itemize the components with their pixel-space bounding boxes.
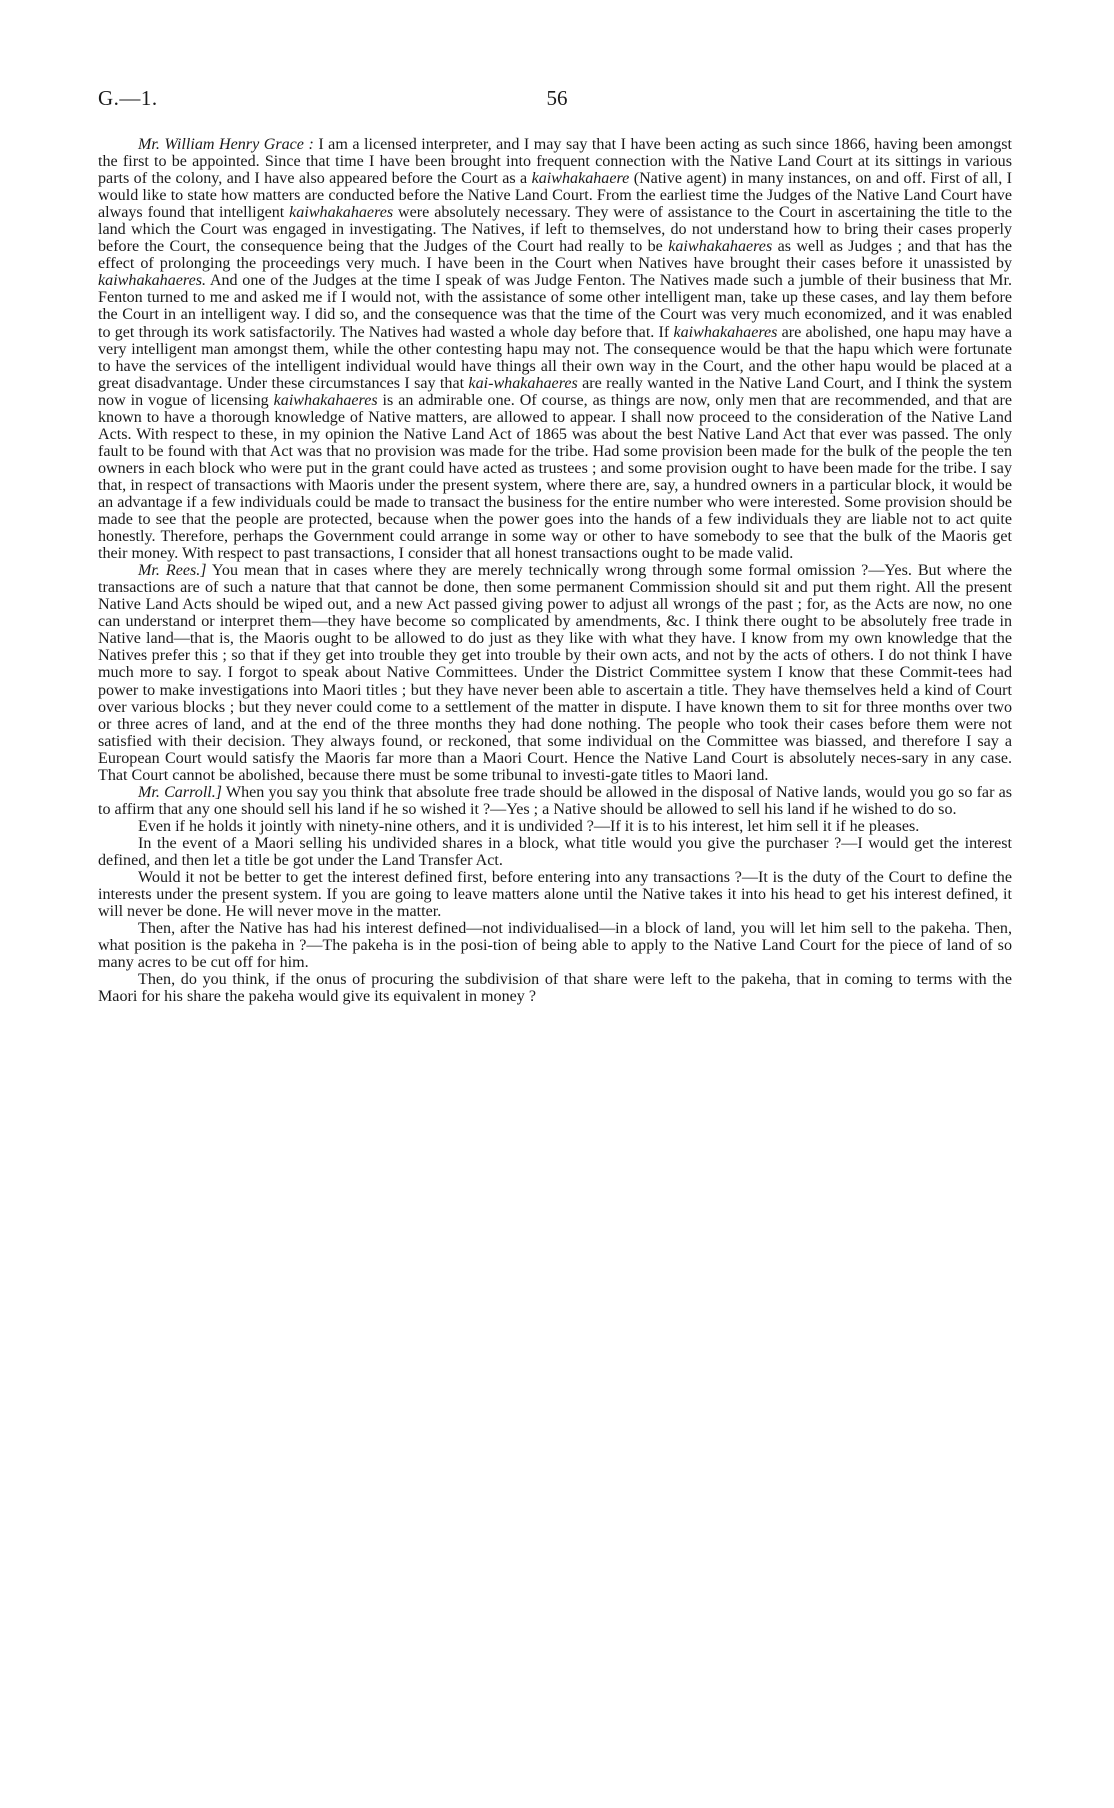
text-run: I am a licensed interpreter, and I may say that I have been acting as such since 1866, having been amongst the first to be appointed. Since that time I have been brought into frequent connection with the Native Land Court at its sittings in various parts of the colony, and I have also appeared before the Court as a	[98, 136, 1012, 188]
page-number: 56	[546, 86, 568, 110]
paragraph	[98, 784, 1012, 818]
paragraph	[98, 136, 1012, 562]
text-run: Would it not be better to get the interest defined first, before entering into any transactions ?—It is the duty of the Court to define the interests under the present system. If you are going to leave matters alone until the Native takes it into his head to get his interest defined, it will never be done. He will never move in the matter.	[98, 869, 1012, 921]
italic-term: kai-whakahaeres	[468, 374, 578, 392]
text-run: You mean that in cases where they are merely technically wrong through some formal omission ?—Yes. But where the transactions are of such a nature that that cannot be done, then some permanent Commission should sit and put them right. All the present Native Land Acts should be wiped out, and a new Act passed giving power to adjust all wrongs of the past ; for, as the Acts are now, no one can understand or interpret them—they have become so complicated by amendments, &c. I think there ought to be absolutely free trade in Native land—that is, the Maoris ought to be allowed to do just as they like with what they have. I know from my own knowledge that the Natives prefer this ; so that if they get into trouble they get into trouble by their own acts, and not by the acts of others. I do not think I have much more to say. I forgot to speak about Native Committees. Under the District Committee system I know that these Commit-tees had power to make investigations into Maori titles ; but they have never been able to ascertain a title. They have themselves held a kind of Court over various blocks ; but they never could come to a settlement of the matter in dispute. I have known them to sit for three months over two or three acres of land, and at the end of the three months they had done nothing. The people who took their cases before them were not satisfied with their decision. They always found, or reckoned, that some individual on the Committee was biassed, and therefore I say a European Court would satisfy the Maoris far more than a Maori Court. Hence the Native Land Court is absolutely neces-sary in any case. That Court cannot be abolished, because there must be some tribunal to investi-gate titles to Maori land.	[98, 562, 1012, 784]
paragraph	[98, 920, 1012, 971]
italic-term: kaiwhakahaeres	[273, 391, 378, 409]
text-run: are abolished, one hapu may have a very intelligent man amongst them, while the other contesting hapu may not. The consequence would be that the hapu which were fortunate to have the services of the intelligent individual would have things all their own way in the Court, and the other hapu would be placed at a great disadvantage. Under these circumstances I say that	[98, 323, 1013, 392]
text-run: are really wanted in the Native Land Court, and I think the system now in vogue of licensing	[98, 374, 1013, 409]
text-run: And one of the Judges at the time I speak of was Judge Fenton. The Natives made such a jumble of their business that Mr. Fenton turned to me and asked me if I would not, with the assistance of some other intelligent man, take up these cases, and lay them before the Court in an intelligent way. I did so, and the consequence was that the time of the Court was very much economized, and it was enabled to get through its work satisfactorily. The Natives had wasted a whole day before that. If	[98, 272, 1012, 341]
text-run: When you say you think that absolute free trade should be allowed in the disposal of Native lands, would you go so far as to affirm that any one should sell his land if he so wished it ?—Yes ; a Native should be allowed to sell his land if he wished to do so.	[98, 783, 1012, 818]
italic-term: kaiwhakahaeres	[673, 323, 778, 341]
page-header	[98, 86, 1016, 116]
paragraph	[98, 869, 1012, 920]
paragraph	[98, 562, 1012, 784]
speaker-label: Mr. Carroll.]	[138, 783, 223, 801]
italic-term: kaiwhakahaeres.	[98, 272, 207, 290]
italic-term: kaiwhakahaere	[531, 170, 630, 188]
paragraph	[98, 818, 1012, 835]
speaker-label: Mr. Rees.]	[138, 562, 207, 580]
text-run: In the event of a Maori selling his undivided shares in a block, what title would you give the purchaser ?—I would get the interest defined, and then let a title be got under the Land Transfer Act.	[98, 834, 1012, 869]
text-run: is an admirable one. Of course, as things are now, only men that are recommended, and that are known to have a thorough knowledge of Native matters, are allowed to appear. I shall now proceed to the consideration of the Native Land Acts. With respect to these, in my opinion the Native Land Act of 1865 was about the best Native Land Act that ever was passed. The only fault to be found with that Act was that no provision was made for the tribe. Had some provision been made for the bulk of the people the ten owners in each block who were put in the grant could have acted as trustees ; and some provision ought to have been made for the tribe. I say that, in respect of transactions with Maoris under the present system, where there are, say, a hundred owners in a particular block, it would be an advantage if a few individuals could be made to transact the business for the entire number who were interested. Some provision should be made to see that the people are protected, because when the power goes into the hands of a few individuals they are liable not to act quite honestly. Therefore, perhaps the Government could arrange in some way or other to have somebody to see that the bulk of the Maoris get their money. With respect to past transactions, I consider that all honest transactions ought to be made valid.	[98, 391, 1012, 563]
italic-term: kaiwhakahaeres	[289, 204, 394, 222]
paragraph	[98, 835, 1012, 869]
paragraph	[98, 971, 1012, 1005]
text-run: Then, after the Native has had his interest defined—not individualised—in a block of land, you will let him sell to the pakeha. Then, what position is the pakeha in ?—The pakeha is in the posi-tion of being able to apply to the Native Land Court for the piece of land of so many acres to be cut off for him.	[98, 920, 1012, 972]
text-run: were absolutely necessary. They were of assistance to the Court in ascertaining the title to the land which the Court was engaged in investigating. The Natives, if left to themselves, do not understand how to bring their cases properly before the Court, the consequence being that the Judges of the Court had really to be	[98, 204, 1012, 256]
evidence-text	[98, 136, 1012, 1005]
text-run: (Native agent) in many instances, on and off. First of all, I would like to state how matters are conducted before the Native Land Court. From the earliest time the Judges of the Native Land Court have always found that intelligent	[98, 170, 1012, 222]
text-run: Then, do you think, if the onus of procuring the subdivision of that share were left to the pakeha, that in coming to terms with the Maori for his share the pakeha would give its equivalent in money ?	[98, 971, 1012, 1006]
text-run: Even if he holds it jointly with ninety-nine others, and it is undivided ?—If it is to his interest, let him sell it if he pleases.	[138, 817, 920, 835]
italic-term: kaiwhakahaeres	[668, 238, 773, 256]
document-reference: G.—1.	[98, 86, 158, 110]
text-run: as well as Judges ; and that has the effect of prolonging the proceedings very much. I have been in the Court when Natives have brought their cases before it unassisted by	[98, 238, 1013, 273]
speaker-label: Mr. William Henry Grace :	[138, 136, 314, 153]
